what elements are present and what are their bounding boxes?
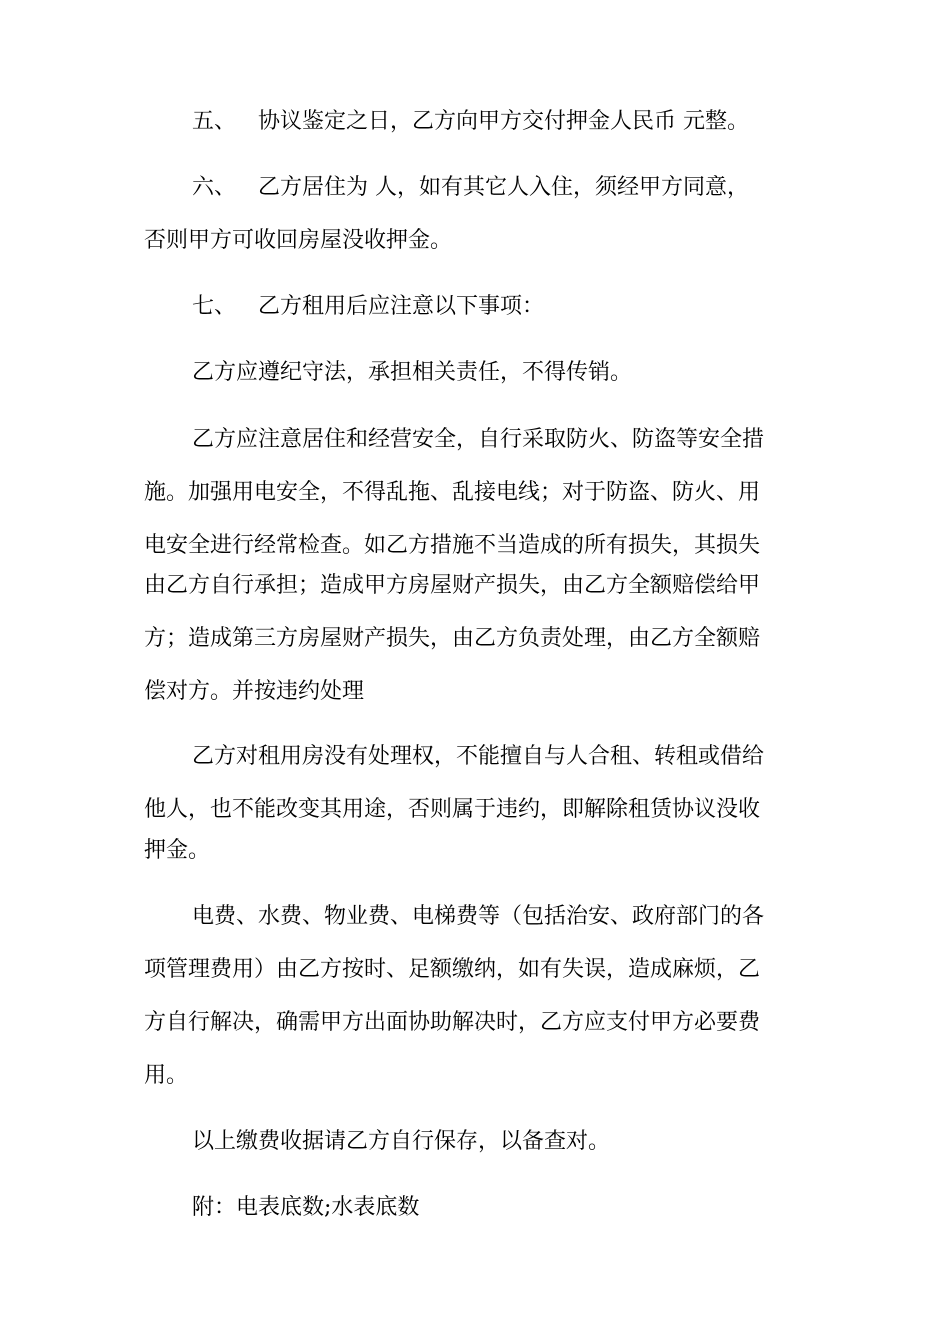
clause-7-number: 七、	[192, 294, 237, 319]
paragraph-rights-line: 他人，也不能改变其用途，否则属于违约，即解除租赁协议没收	[144, 797, 761, 822]
paragraph-rights-line: 乙方对租用房没有处理权，不能擅自与人合租、转租或借给	[192, 744, 765, 769]
paragraph-fees-line: 方自行解决，确需甲方出面协助解决时，乙方应支付甲方必要费	[144, 1010, 761, 1035]
clause-5-text: 协议鉴定之日，乙方向甲方交付押金人民币 元整。	[258, 109, 749, 134]
paragraph-safety-line: 方；造成第三方房屋财产损失，由乙方负责处理，由乙方全额赔	[144, 626, 761, 651]
appendix-meter-readings: 附：电表底数;水表底数	[192, 1195, 420, 1220]
clause-7-text: 乙方租用后应注意以下事项：	[258, 294, 545, 319]
paragraph-safety-line: 由乙方自行承担；造成甲方房屋财产损失，由乙方全额赔偿给甲	[144, 573, 761, 598]
paragraph-fees-line: 电费、水费、物业费、电梯费等（包括治安、政府部门的各	[192, 904, 765, 929]
clause-6-line-1	[192, 173, 872, 203]
clause-6-line-2: 否则甲方可收回房屋没收押金。	[144, 228, 453, 253]
paragraph-safety-line: 施。加强用电安全，不得乱拖、乱接电线；对于防盗、防火、用	[144, 480, 761, 505]
clause-5	[192, 107, 872, 137]
clause-5-number: 五、	[192, 109, 237, 134]
paragraph-law: 乙方应遵纪守法，承担相关责任，不得传销。	[192, 360, 633, 385]
paragraph-safety-line: 偿对方。并按违约处理	[144, 679, 365, 704]
paragraph-fees-line: 用。	[144, 1063, 189, 1088]
clause-7	[192, 292, 872, 322]
clause-6-number: 六、	[192, 175, 237, 200]
paragraph-safety-line: 电安全进行经常检查。如乙方措施不当造成的所有损失，其损失	[144, 533, 761, 558]
paragraph-rights-line: 押金。	[144, 838, 211, 863]
paragraph-receipts: 以上缴费收据请乙方自行保存，以备查对。	[192, 1129, 611, 1154]
paragraph-safety-line: 乙方应注意居住和经营安全，自行采取防火、防盗等安全措	[192, 427, 765, 452]
clause-6-text: 乙方居住为 人，如有其它人入住，须经甲方同意，	[258, 175, 749, 200]
paragraph-fees-line: 项管理费用）由乙方按时、足额缴纳，如有失误，造成麻烦，乙	[144, 957, 761, 982]
